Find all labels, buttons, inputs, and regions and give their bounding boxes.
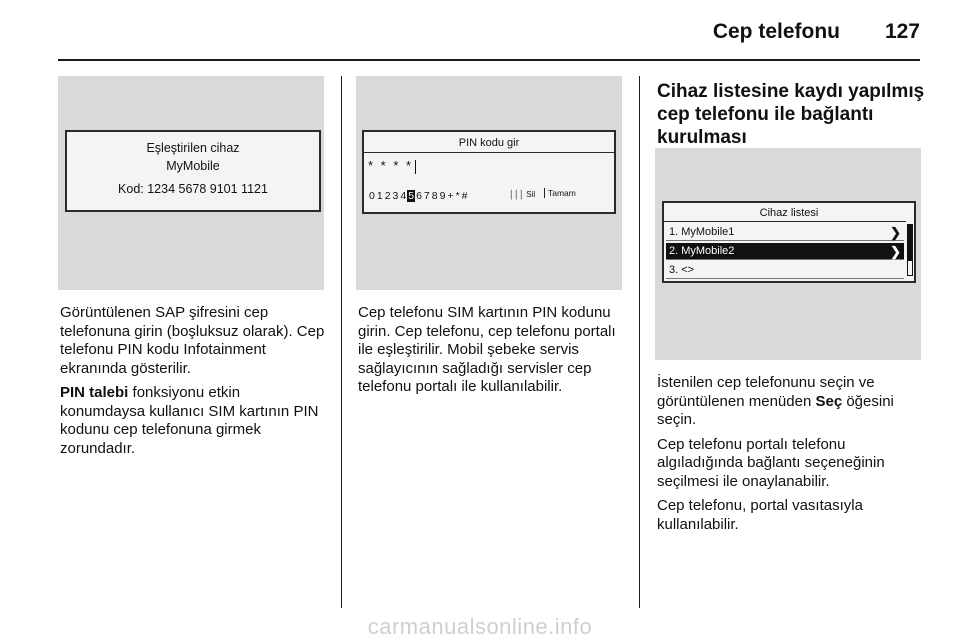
- pin-key: 0: [369, 190, 375, 202]
- pin-key: 1: [376, 190, 383, 202]
- divider: [364, 152, 614, 153]
- pin-key: 3: [392, 190, 399, 202]
- scrollbar: [907, 224, 913, 276]
- device-label: 3. <>: [669, 264, 695, 276]
- device-name: MyMobile: [166, 159, 220, 173]
- screen-device-list: [662, 201, 916, 283]
- pin-key: 4: [400, 190, 407, 202]
- screen-paired-device: [65, 130, 321, 212]
- pin-entry-field: * * * *: [368, 158, 416, 174]
- screen-title: PIN kodu gir: [458, 137, 520, 149]
- device-label: 2. MyMobile2: [669, 245, 735, 257]
- device-label: 1. MyMobile1: [669, 226, 735, 238]
- pairing-code: Kod: 1234 5678 9101 1121: [118, 182, 268, 196]
- pin-key: 8: [431, 190, 438, 202]
- paragraph: Cep telefonu SIM kartının PIN kodunu girin. Cep telefonu, cep telefonu portalı ile eşleştirilir. Mobil şebeke servis sağlayıcının sağladığı servisler cep telefonu portalı ile kullanılabilir.: [358, 304, 616, 395]
- pin-key: #: [461, 190, 468, 202]
- chevron-right-icon: ❯: [890, 225, 901, 240]
- chevron-right-icon: ❯: [890, 244, 901, 259]
- page-title: Cep telefonu: [712, 20, 840, 43]
- device-list-item: [666, 262, 904, 279]
- pin-key: 2: [384, 190, 391, 202]
- column-divider-2: [639, 76, 640, 608]
- pin-key: 6: [416, 190, 422, 202]
- page-number: 127: [884, 20, 920, 43]
- watermark: carmanualsonline.info: [367, 614, 593, 639]
- page-header: [0, 0, 960, 62]
- pin-key: *: [455, 190, 460, 202]
- section-heading: Cihaz listesine kaydı yapılmış cep telefonu ile bağlantı kurulması: [657, 81, 925, 148]
- pin-key: 9: [439, 190, 446, 202]
- screen-title: Cihaz listesi: [759, 207, 819, 219]
- paragraph: Görüntülenen SAP şifresini cep telefonuna girin (boşluksuz olarak). Cep telefonu PIN kodu Infotainment ekranında gösterilir.: [60, 304, 325, 377]
- paragraph: PIN talebi fonksiyonu etkin konumdaysa kullanıcı SIM kartının PIN kodunu cep telefonuna girmek zorundadır.: [60, 384, 319, 457]
- col2-text: [358, 304, 628, 403]
- device-list-item: [666, 243, 904, 260]
- pin-key: 7: [423, 190, 430, 202]
- pin-key: +: [447, 190, 454, 202]
- screen-pin-entry: [362, 130, 616, 214]
- paragraph: Cep telefonu, portal vasıtasıyla kullanılabilir.: [657, 497, 863, 533]
- text-cursor: [415, 160, 416, 174]
- select-term: Seç: [815, 392, 843, 410]
- divider: [664, 221, 906, 222]
- paragraph: Cep telefonu portalı telefonu algıladığında bağlantı seçeneğinin seçilmesi ile onaylanabilir.: [657, 435, 885, 490]
- pin-key: 5: [408, 190, 415, 202]
- ok-button: Tamam: [544, 188, 576, 198]
- scrollbar-thumb: [908, 225, 912, 261]
- column-divider-1: [341, 76, 342, 608]
- screen-title: Eşleştirilen cihaz: [146, 141, 240, 155]
- pin-request-term: PIN talebi: [60, 384, 129, 401]
- col3-text: [657, 374, 925, 540]
- paragraph: İstenilen cep telefonunu seçin ve görüntülenen menüden Seç öğesini seçin.: [657, 374, 894, 428]
- delete-key: │││ Sil: [509, 190, 536, 199]
- pin-keypad: [368, 190, 469, 202]
- device-list-item: [666, 224, 904, 241]
- col1-text: [60, 304, 328, 464]
- header-rule: [58, 59, 920, 61]
